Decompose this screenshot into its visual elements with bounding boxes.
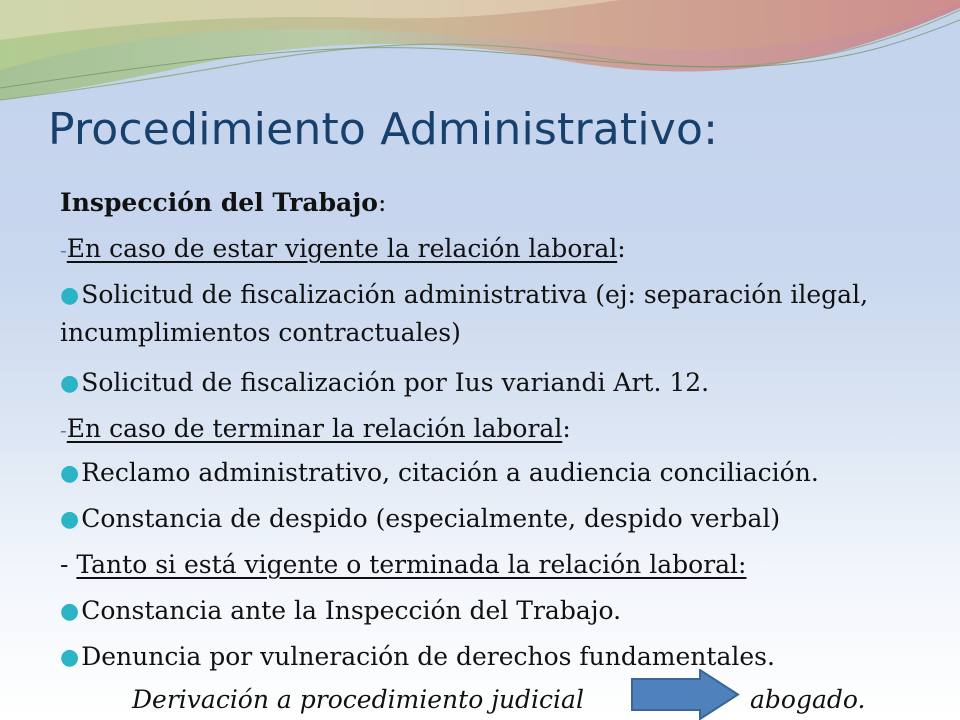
bullet-text: Reclamo administrativo, citación a audiencia conciliación.: [81, 458, 819, 487]
group-label: En caso de estar vigente la relación laboral: [66, 234, 618, 263]
dash-marker: -: [60, 238, 67, 262]
circle-bullet-icon: ●: [60, 461, 80, 486]
colon: :: [377, 188, 387, 217]
bullet-item: [60, 365, 709, 403]
bullet-item: [60, 501, 780, 539]
circle-bullet-icon: ●: [60, 507, 80, 532]
group-heading-terminar: [60, 411, 571, 448]
slide-title: Procedimiento Administrativo:: [48, 104, 719, 155]
right-arrow-icon: [630, 669, 740, 720]
bullet-item: [60, 277, 920, 351]
group-label: En caso de terminar la relación laboral: [66, 414, 563, 443]
circle-bullet-icon: ●: [60, 371, 80, 396]
group-heading-vigente: [60, 231, 626, 268]
group-heading-tanto: [60, 547, 746, 583]
footer-left-text: Derivación a procedimiento judicial: [132, 685, 584, 714]
bullet-text: Solicitud de fiscalización por Ius variandi Art. 12.: [81, 368, 710, 397]
dash-prefix: -: [60, 550, 77, 579]
section-heading-line: [60, 185, 386, 221]
bullet-text: Denuncia por vulneración de derechos fundamentales.: [81, 642, 775, 671]
circle-bullet-icon: ●: [60, 599, 80, 624]
group-label: Tanto si está vigente o terminada la relación laboral:: [76, 550, 747, 579]
section-heading: Inspección del Trabajo: [60, 188, 378, 217]
colon: :: [617, 234, 626, 263]
bullet-item: [60, 593, 621, 631]
bullet-item: [60, 455, 819, 493]
dash-marker: -: [60, 418, 67, 442]
header-wave-decoration: [0, 0, 960, 110]
circle-bullet-icon: ●: [60, 283, 80, 308]
bullet-text: Constancia ante la Inspección del Trabajo.: [81, 596, 622, 625]
bullet-text: Solicitud de fiscalización administrativa (ej: separación ilegal, incumplimientos contractuales): [60, 280, 869, 347]
circle-bullet-icon: ●: [60, 645, 80, 670]
bullet-text: Constancia de despido (especialmente, despido verbal): [81, 504, 781, 533]
footer-right-text: abogado.: [750, 685, 866, 714]
colon: :: [562, 414, 571, 443]
